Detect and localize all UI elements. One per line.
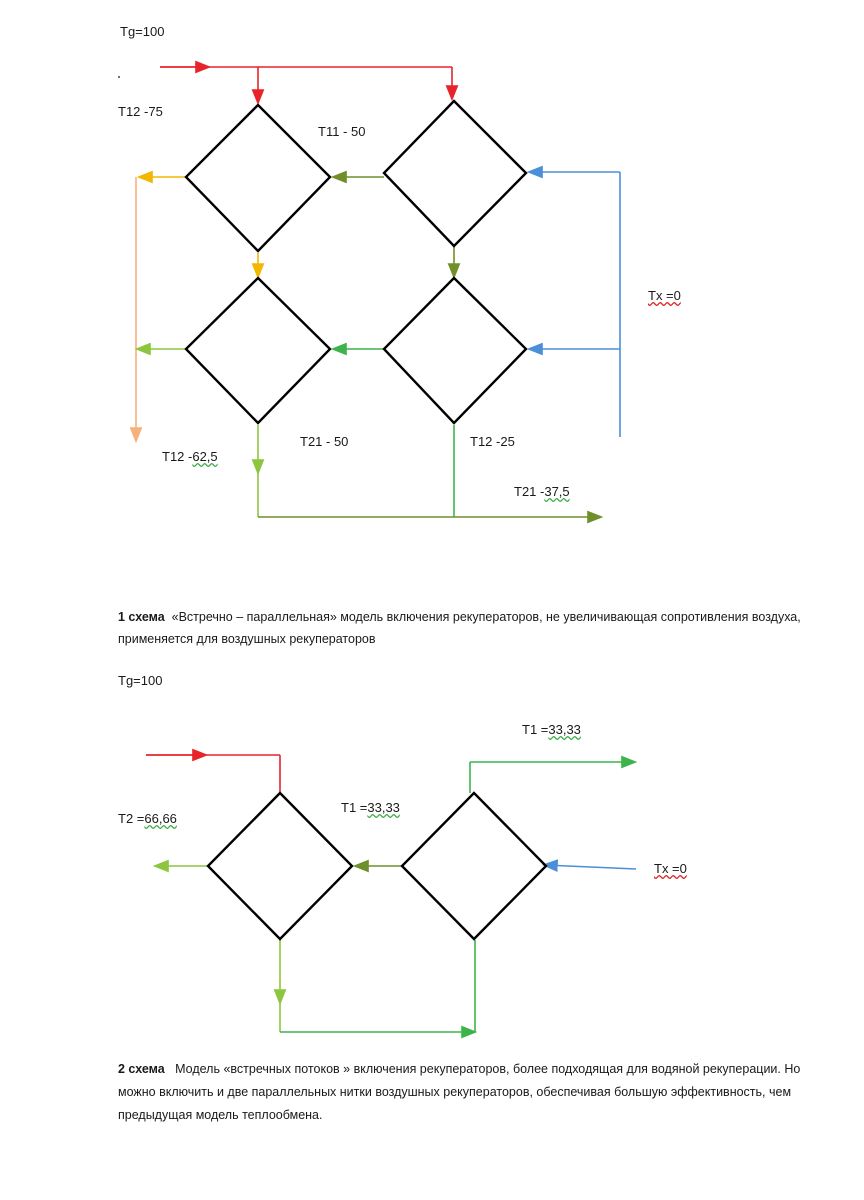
scheme2-t1-top-prefix: T1 = xyxy=(522,722,549,737)
scheme1-t21-right-value: 37,5 xyxy=(544,484,570,499)
scheme2-t2-value: 66,66 xyxy=(144,811,177,826)
scheme1-t21-left-label: T21 - 50 xyxy=(300,434,349,449)
scheme2-caption-text: Модель «встречных потоков » включения рекуператоров, более подходящая для водяной рекуперации. Но можно включить и две параллельных нитки воздушных рекуператоров, обеспечивая большую эффективность, чем предыдущая модель теплообмена. xyxy=(118,1062,801,1122)
scheme1-tg-label: Tg=100 xyxy=(120,24,165,39)
scheme1-caption xyxy=(118,606,808,650)
scheme2-t2-label xyxy=(118,811,177,826)
scheme1-t12-bottom-value: 62,5 xyxy=(192,449,218,464)
scheme1-t12-right-label: T12 -25 xyxy=(470,434,515,449)
scheme2-cold-inlet xyxy=(545,865,636,869)
scheme1-t12-bottom-prefix: T12 - xyxy=(162,449,193,464)
scheme2-t1-top-value: 33,33 xyxy=(548,722,581,737)
scheme2-t1-top-label xyxy=(522,722,581,737)
scheme2-hot-inlet xyxy=(146,755,280,792)
scheme2-t1-mid-value: 33,33 xyxy=(367,800,400,815)
scheme1-tx-label xyxy=(648,288,681,303)
scheme1-t11-label: T11 - 50 xyxy=(318,124,366,139)
scheme1-caption-text: «Встречно – параллельная» модель включения рекуператоров, не увеличивающая сопротивления воздуха, применяется для воздушных рекуператоров xyxy=(118,610,801,646)
hot-inlet-lines xyxy=(160,67,452,102)
scheme2-t2-prefix: T2 = xyxy=(118,811,145,826)
scheme1-t21-right-label xyxy=(514,484,570,499)
scheme2-t1-mid-label xyxy=(341,800,400,815)
flow-top-left-exit xyxy=(136,177,186,440)
exchanger-bottom-left xyxy=(186,278,330,423)
scheme2-bottom-loop xyxy=(280,940,475,1032)
exchanger-bottom-right xyxy=(384,278,526,423)
cold-inlet-lines xyxy=(530,172,620,437)
scheme2-caption xyxy=(118,1058,818,1127)
exchanger-top-left xyxy=(186,105,330,251)
scheme2-top-outlet xyxy=(470,762,634,793)
scheme2-tx-text: Tx =0 xyxy=(654,861,687,876)
scheme2-tg-label: Tg=100 xyxy=(118,673,163,688)
scheme2-t1-mid-prefix: T1 = xyxy=(341,800,368,815)
scheme1-diagram xyxy=(0,0,864,560)
scheme1-caption-number: 1 схема xyxy=(118,610,165,624)
scheme1-t12-bottom-label xyxy=(162,449,218,464)
scheme1-t12-top-label: T12 -75 xyxy=(118,104,163,119)
scheme2-exchanger-right xyxy=(402,793,546,939)
exchanger-top-right xyxy=(384,101,526,246)
scheme2-tx-label xyxy=(654,861,687,876)
scheme2-exchanger-left xyxy=(208,793,352,939)
stray-dot xyxy=(118,76,120,78)
scheme1-t21-right-prefix: T21 - xyxy=(514,484,545,499)
scheme1-tx-text: Tx =0 xyxy=(648,288,681,303)
scheme2-caption-number: 2 схема xyxy=(118,1062,165,1076)
